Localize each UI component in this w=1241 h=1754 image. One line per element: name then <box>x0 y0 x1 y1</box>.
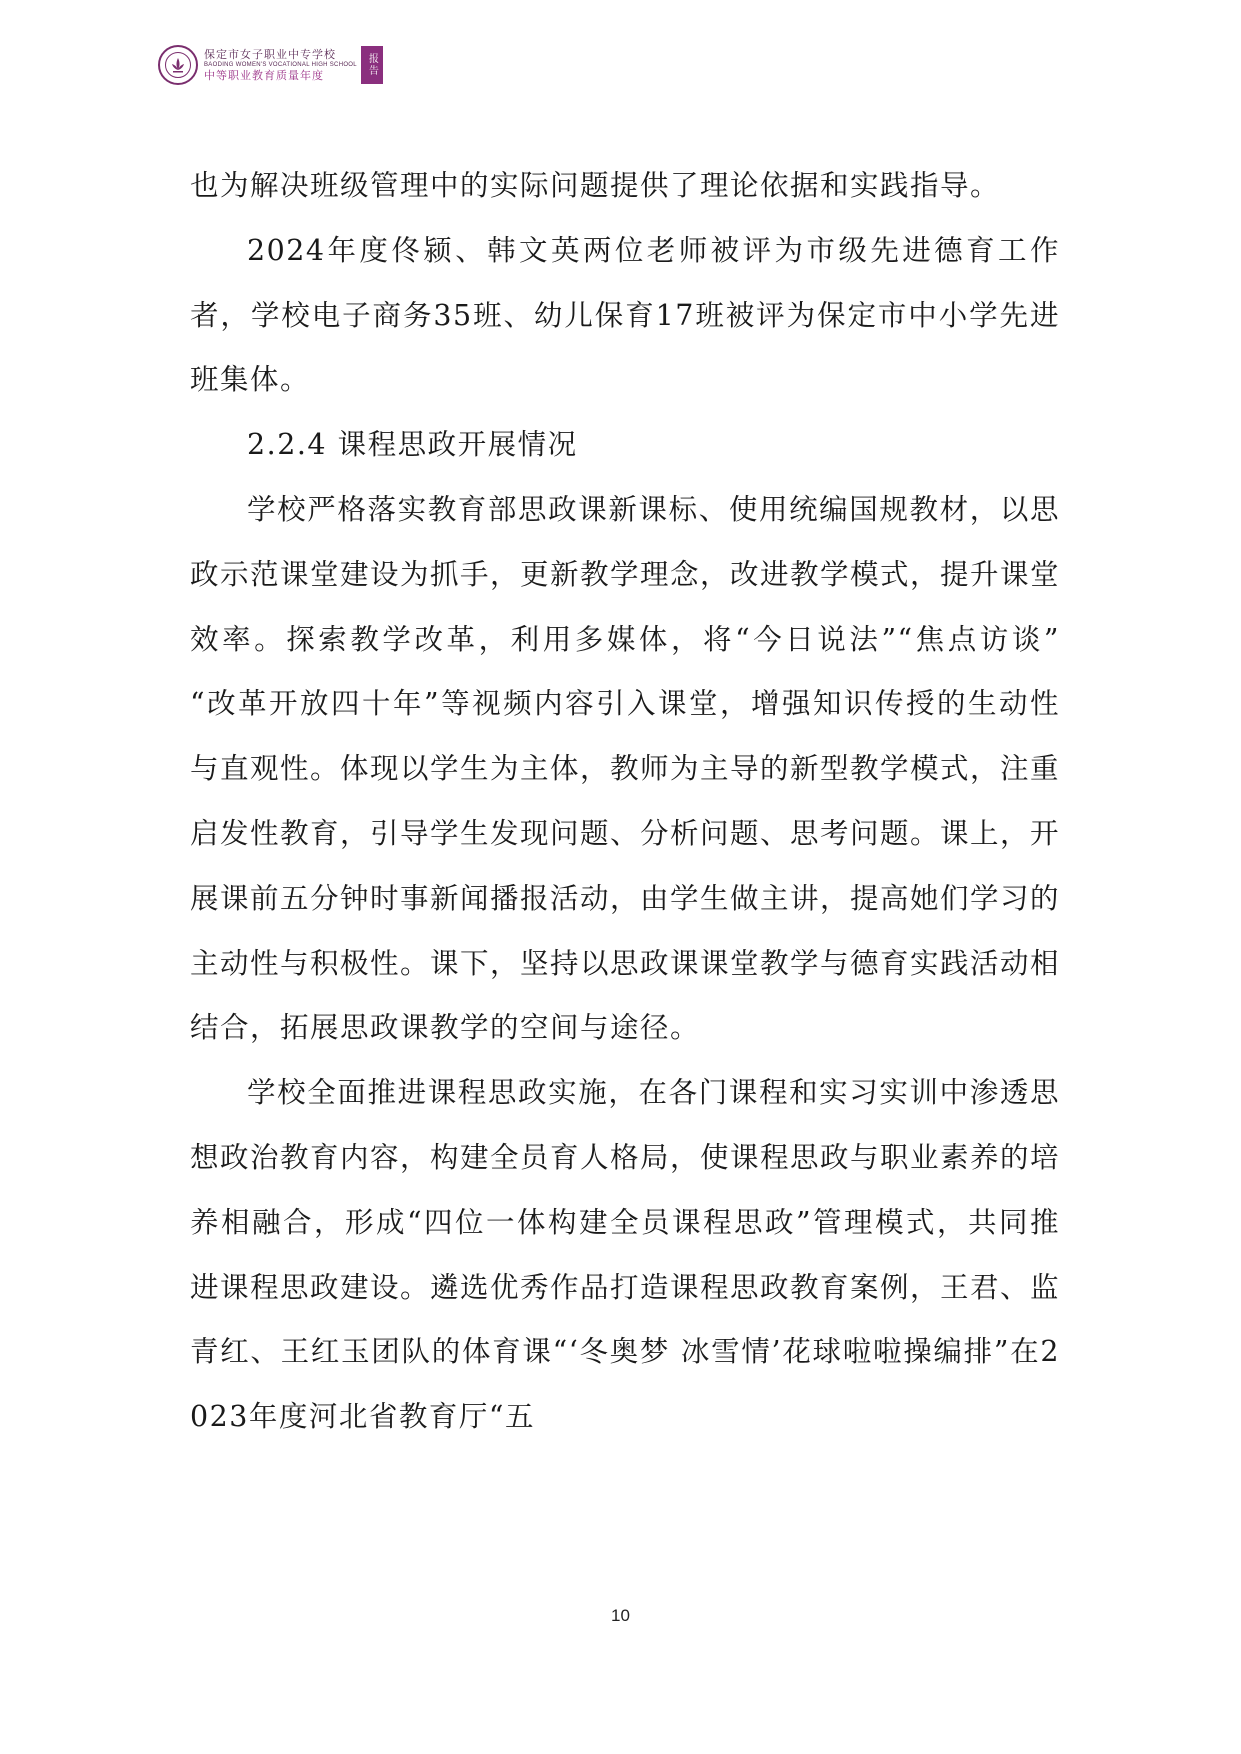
school-name-en: BAODING WOMEN'S VOCATIONAL HIGH SCHOOL <box>204 62 357 68</box>
paragraph: 2024年度佟颍、韩文英两位老师被评为市级先进德育工作者，学校电子商务35班、幼儿保育17班被评为保定市中小学先进班集体。 <box>190 233 1060 397</box>
page-number: 10 <box>611 1606 630 1625</box>
paragraph: 学校严格落实教育部思政课新课标、使用统编国规教材，以思政示范课堂建设为抓手，更新教学理念，改进教学模式，提升课堂效率。探索教学改革，利用多媒体，将“今日说法”“焦点访谈” “改革开放四十年”等视频内容引入课堂，增强知识传授的生动性与直观性。体现以学生为主体，教师为主导的新型教学模式，注重启发性教育，引导学生发现问题、分析问题、思考问题。课上，开展课前五分钟时事新闻播报活动，由学生做主讲，提高她们学习的主动性与积极性。课下，坚持以思政课课堂教学与德育实践活动相结合，拓展思政课教学的空间与途径。 <box>190 492 1061 1045</box>
document-body <box>190 154 1060 1450</box>
school-name-cn: 保定市女子职业中专学校 <box>204 48 336 61</box>
school-logo-seal <box>158 45 198 85</box>
school-logo-text <box>204 49 357 81</box>
report-badge: 报告 <box>361 46 383 84</box>
report-header <box>158 40 383 90</box>
paragraph: 学校全面推进课程思政实施，在各门课程和实习实训中渗透思想政治教育内容，构建全员育人格局，使课程思政与职业素养的培养相融合，形成“四位一体构建全员课程思政”管理模式，共同推进课程思政建设。遴选优秀作品打造课程思政教育案例，王君、监青红、王红玉团队的体育课“‘冬奥梦 冰雪情’花球啦啦操编排”在2023年度河北省教育厅“五 <box>190 1076 1061 1434</box>
lotus-icon <box>169 56 187 74</box>
report-title: 中等职业教育质量年度 <box>204 69 324 82</box>
section-heading: 2.2.4 课程思政开展情况 <box>247 428 578 462</box>
paragraph: 也为解决班级管理中的实际问题提供了理论依据和实践指导。 <box>190 169 1001 202</box>
